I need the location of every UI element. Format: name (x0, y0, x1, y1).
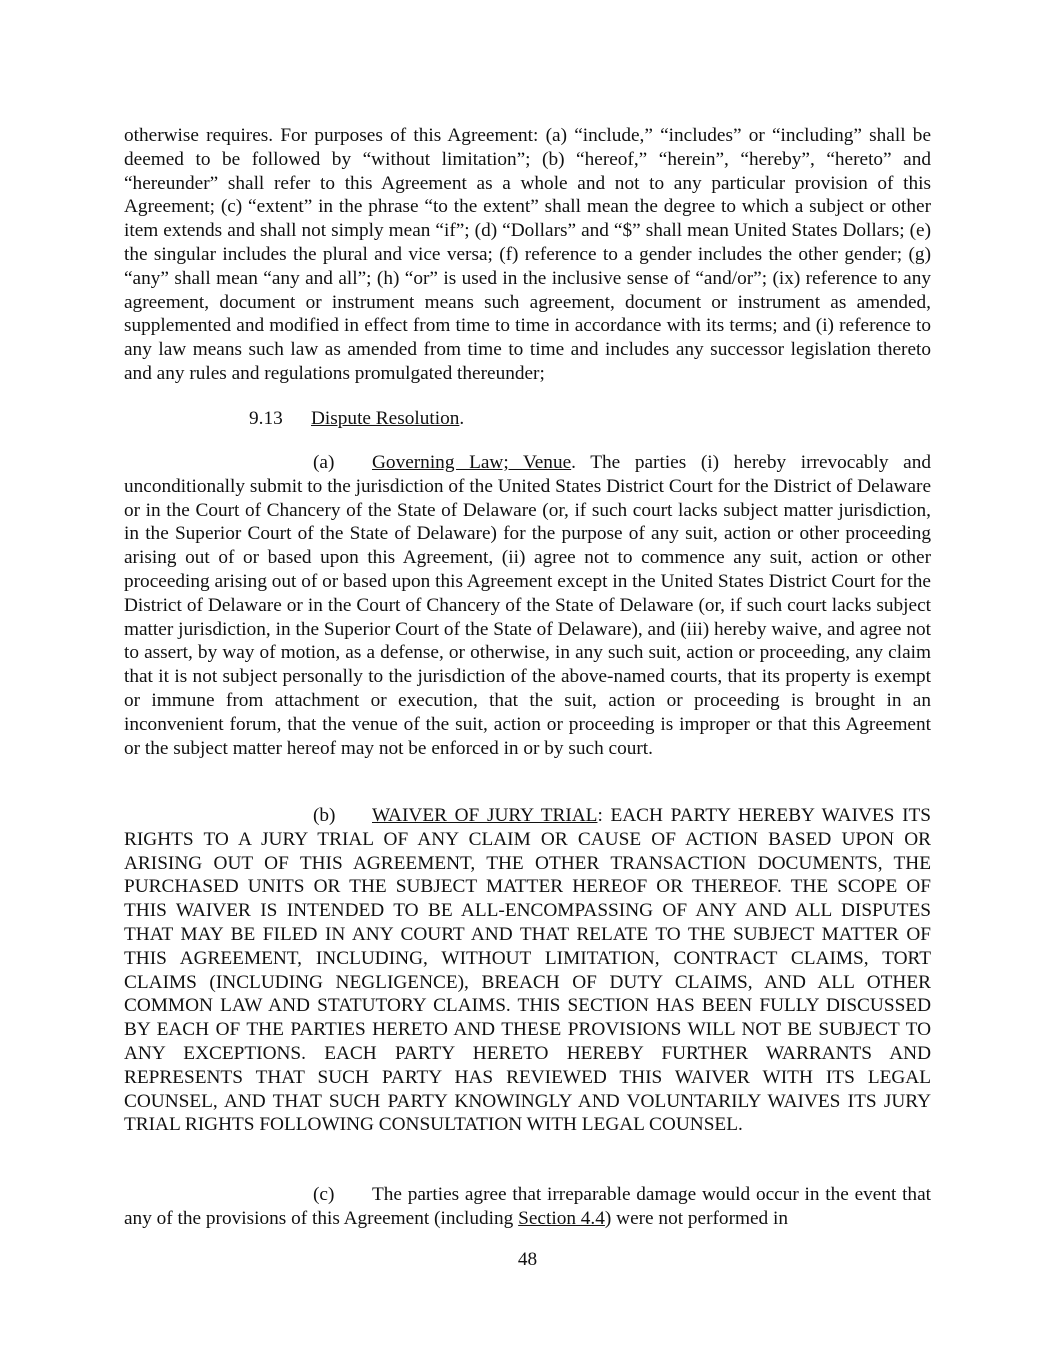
definitions-paragraph (124, 124, 931, 386)
subsection-b (124, 804, 931, 1137)
subsection-c-text-after: ) were not performed in (604, 1207, 789, 1229)
subsection-c-label: (c) (313, 1184, 335, 1205)
subsection-a-text: . The parties (i) hereby irrevocably and unconditionally submit to the jurisdiction of the United States District Court for the District of Delaware or in the Court of Chancery of the State of Delaware (or, if such court lacks subject matter jurisdiction, in the Superior Court of the State of Delaware) for the purpose of any suit, action or other proceeding arising out of or based upon this Agreement, (ii) agree not to commence any suit, action or other proceeding arising out of or based upon this Agreement except in the United States District Court for the District of Delaware or in the Court of Chancery of the State of Delaware (or, if such court lacks subject matter jurisdiction, in the Superior Court of the State of Delaware), and (iii) hereby waive, and agree not to assert, by way of motion, as a defense, or otherwise, in any such suit, action or proceeding, any claim that it is not subject personally to the jurisdiction of the above-named courts, that its property is exempt or immune from attachment or execution, that the suit, action or proceeding is brought in an inconvenient forum, that the venue of the suit, action or proceeding is improper or that this Agreement or the subject matter hereof may not be enforced in or by such court. (124, 452, 931, 759)
subsection-b-label: (b) (313, 805, 336, 826)
subsection-c (124, 1183, 931, 1231)
document-page (124, 0, 931, 1365)
subsection-a-title: Governing Law; Venue (372, 452, 572, 473)
subsection-a-label: (a) (313, 452, 335, 473)
definitions-text: otherwise requires. For purposes of this Agreement: (a) “include,” “includes” or “including” shall be deemed to be followed by “without limitation”; (b) “hereof,” “herein”, “hereby”, “hereto” and “hereunder” shall refer to this Agreement as a whole and not to any particular provision of this Agreement; (c) “extent” in the phrase “to the extent” shall mean the degree to which a subject or other item extends and shall not simply mean “if”; (d) “Dollars” and “$” shall mean United States Dollars; (e) the singular includes the plural and vice versa; (f) reference to a gender includes the other gender; (g) “any” shall mean “any and all”; (h) “or” is used in the inclusive sense of “and/or”; (ix) reference to any agreement, document or instrument means such agreement, document or instrument as amended, supplemented and modified in effect from time to time in accordance with its terms; and (i) reference to any law means such law as amended from time to time and includes any successor legislation thereto and any rules and regulations promulgated thereunder; (124, 125, 931, 384)
page-number: 48 (517, 1249, 538, 1270)
section-heading (124, 407, 931, 431)
section-reference-link[interactable]: Section 4.4 (518, 1207, 605, 1229)
subsection-c-text-before: The parties agree that irreparable damage would occur in the event that any of the provisions of this Agreement (including (124, 1184, 931, 1229)
section-number: 9.13 (249, 408, 283, 429)
subsection-b-title: WAIVER OF JURY TRIAL (372, 805, 598, 826)
section-title: Dispute Resolution (311, 408, 460, 429)
subsection-b-text: : EACH PARTY HEREBY WAIVES ITS RIGHTS TO A JURY TRIAL OF ANY CLAIM OR CAUSE OF ACTION BASED UPON OR ARISING OUT OF THIS AGREEMENT, THE OTHER TRANSACTION DOCUMENTS, THE PURCHASED UNITS OR THE SUBJECT MATTER HEREOF OR THEREOF. THE SCOPE OF THIS WAIVER IS INTENDED TO BE ALL-ENCOMPASSING OF ANY AND ALL DISPUTES THAT MAY BE FILED IN ANY COURT AND THAT RELATE TO THE SUBJECT MATTER OF THIS AGREEMENT, INCLUDING, WITHOUT LIMITATION, CONTRACT CLAIMS, TORT CLAIMS (INCLUDING NEGLIGENCE), BREACH OF DUTY CLAIMS, AND ALL OTHER COMMON LAW AND STATUTORY CLAIMS. THIS SECTION HAS BEEN FULLY DISCUSSED BY EACH OF THE PARTIES HERETO AND THESE PROVISIONS WILL NOT BE SUBJECT TO ANY EXCEPTIONS. EACH PARTY HERETO HEREBY FURTHER WARRANTS AND REPRESENTS THAT SUCH PARTY HAS REVIEWED THIS WAIVER WITH ITS LEGAL COUNSEL, AND THAT SUCH PARTY KNOWINGLY AND VOLUNTARILY WAIVES ITS JURY TRIAL RIGHTS FOLLOWING CONSULTATION WITH LEGAL COUNSEL. (124, 805, 931, 1136)
subsection-a (124, 451, 931, 760)
section-title-period: . (459, 408, 465, 429)
